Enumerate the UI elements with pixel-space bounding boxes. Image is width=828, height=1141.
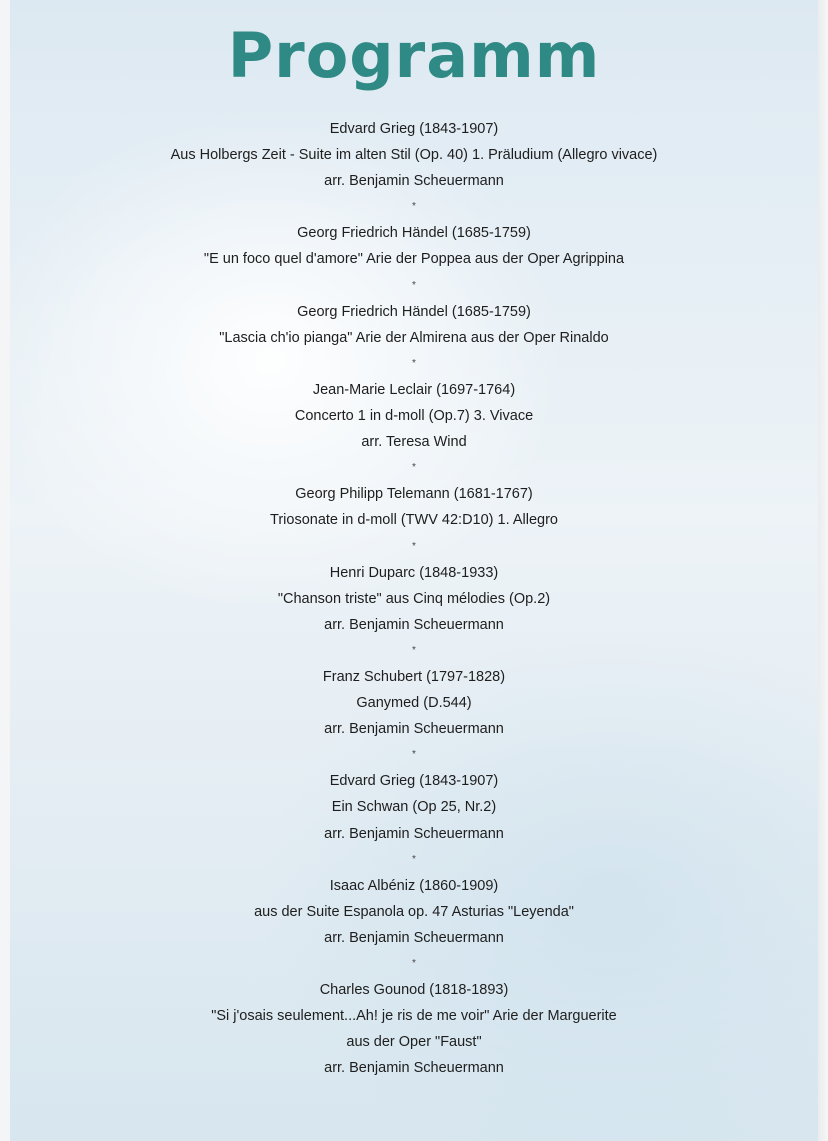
composer-line: Georg Philipp Telemann (1681-1767): [295, 486, 533, 503]
program-entry: [10, 299, 818, 351]
composer-line: Edvard Grieg (1843-1907): [329, 773, 499, 790]
program-entry: [10, 768, 818, 846]
program-entry: [10, 873, 818, 951]
work-line: Aus Holbergs Zeit - Suite im alten Stil (Op. 40) 1. Präludium (Allegro vivace): [170, 147, 658, 164]
program-entry: [10, 116, 818, 194]
work-line: aus der Oper "Faust": [346, 1034, 482, 1051]
program-entry: [10, 560, 818, 638]
composer-line: Jean-Marie Leclair (1697-1764): [312, 381, 516, 398]
composer-line: Edvard Grieg (1843-1907): [329, 121, 499, 137]
page-title: Programm: [227, 19, 601, 92]
composer-line: Henri Duparc (1848-1933): [329, 564, 499, 581]
work-line: "Chanson triste" aus Cinq mélodies (Op.2): [277, 590, 551, 607]
page-edge: [818, 0, 828, 1141]
arranger-line: arr. Benjamin Scheuermann: [324, 616, 504, 633]
separator-asterisk: *: [412, 462, 416, 474]
composer-line: Isaac Albéniz (1860-1909): [329, 877, 499, 894]
work-line: aus der Suite Espanola op. 47 Asturias "Leyenda": [254, 903, 574, 920]
composer-line: Georg Friedrich Händel (1685-1759): [297, 225, 531, 242]
composer-line: Franz Schubert (1797-1828): [322, 668, 506, 685]
program-entry: [10, 481, 818, 533]
separator-asterisk: *: [412, 644, 416, 656]
separator-asterisk: *: [412, 201, 416, 213]
work-line: Ein Schwan (Op 25, Nr.2): [331, 799, 497, 816]
program-entry: [10, 220, 818, 272]
work-line: "Lascia ch'io pianga" Arie der Almirena aus der Oper Rinaldo: [219, 329, 609, 346]
arranger-line: arr. Benjamin Scheuermann: [324, 825, 504, 842]
program-list: [10, 116, 818, 1081]
arranger-line: arr. Benjamin Scheuermann: [324, 721, 504, 738]
program-entry: [10, 377, 818, 455]
program-entry: [10, 664, 818, 742]
separator-asterisk: *: [412, 853, 416, 865]
separator-asterisk: *: [412, 357, 416, 369]
work-line: Concerto 1 in d-moll (Op.7) 3. Vivace: [294, 408, 534, 425]
separator-asterisk: *: [412, 958, 416, 969]
work-line: "E un foco quel d'amore" Arie der Poppea aus der Oper Agrippina: [203, 251, 625, 268]
arranger-line: arr. Benjamin Scheuermann: [324, 1060, 504, 1077]
arranger-line: arr. Teresa Wind: [361, 434, 467, 451]
arranger-line: arr. Benjamin Scheuermann: [324, 173, 504, 190]
separator-asterisk: *: [412, 279, 416, 291]
work-line: "Si j'osais seulement...Ah! je ris de me voir" Arie der Marguerite: [211, 1008, 617, 1025]
work-line: Triosonate in d-moll (TWV 42:D10) 1. Allegro: [270, 512, 558, 529]
composer-line: Charles Gounod (1818-1893): [319, 982, 509, 999]
program-page: [10, 0, 818, 1141]
arranger-line: arr. Benjamin Scheuermann: [324, 929, 504, 946]
work-line: Ganymed (D.544): [356, 695, 472, 712]
separator-asterisk: *: [412, 540, 416, 552]
program-entry: [10, 977, 818, 1081]
separator-asterisk: *: [412, 749, 416, 761]
composer-line: Georg Friedrich Händel (1685-1759): [297, 303, 531, 320]
